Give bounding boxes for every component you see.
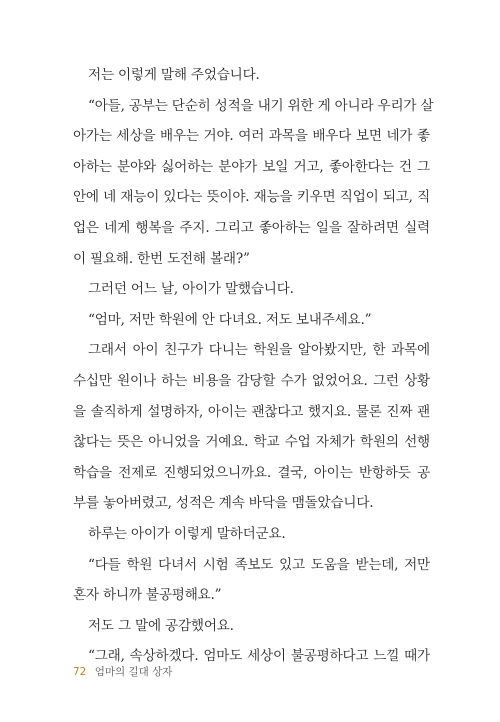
text-line: 업은 네게 행복을 주지. 그리고 좋아하는 일을 잘하려면 실력 xyxy=(73,219,430,236)
text-line: 저도 그 말에 공감했어요. xyxy=(88,617,234,634)
text-line: 부를 놓아버렸고, 성적은 계속 바닥을 맴돌았습니다. xyxy=(73,495,374,512)
body-text xyxy=(73,60,434,672)
page-footer xyxy=(73,664,172,679)
text-line: 을 솔직하게 설명하자, 아이는 괜찮다고 했지요. 물론 진짜 괜 xyxy=(73,403,430,420)
text-line: 그래서 아이 친구가 다니는 학원을 알아봤지만, 한 과목에 xyxy=(88,342,430,359)
text-line: 이 필요해. 한번 도전해 볼래?” xyxy=(73,250,250,267)
running-title: 엄마의 길대 상자 xyxy=(94,666,173,678)
text-line: 안에 네 재능이 있다는 뜻이야. 재능을 키우면 직업이 되고, 직 xyxy=(73,189,430,206)
text-line: 아하는 분야와 싫어하는 분야가 보일 거고, 좋아한다는 건 그 xyxy=(73,158,430,175)
text-line: 찮다는 뜻은 아니었을 거예요. 학교 수업 자체가 학원의 선행 xyxy=(73,434,430,451)
text-line: 학습을 전제로 진행되었으니까요. 결국, 아이는 반항하듯 공 xyxy=(73,464,430,481)
text-line: “아들, 공부는 단순히 성적을 내기 위한 게 아니라 우리가 살 xyxy=(88,97,434,114)
text-line: 혼자 하니까 불공평해요.” xyxy=(73,587,222,604)
text-line: 하루는 아이가 이렇게 말하더군요. xyxy=(88,525,286,542)
text-line: 그러던 어느 날, 아이가 말했습니다. xyxy=(88,281,294,298)
text-line: 수십만 원이나 하는 비용을 감당할 수가 없었어요. 그런 상황 xyxy=(73,372,430,389)
text-line: “그래, 속상하겠다. 엄마도 세상이 불공평하다고 느낄 때가 xyxy=(88,648,430,665)
text-line: 아가는 세상을 배우는 거야. 여러 과목을 배우다 보면 네가 좋 xyxy=(73,128,430,145)
text-line: “엄마, 저만 학원에 안 다녀요. 저도 보내주세요.” xyxy=(88,311,372,328)
text-line: “다들 학원 다녀서 시험 족보도 있고 도움을 받는데, 저만 xyxy=(88,556,430,573)
text-line: 저는 이렇게 말해 주었습니다. xyxy=(88,67,260,83)
page-number: 72 xyxy=(73,666,87,678)
